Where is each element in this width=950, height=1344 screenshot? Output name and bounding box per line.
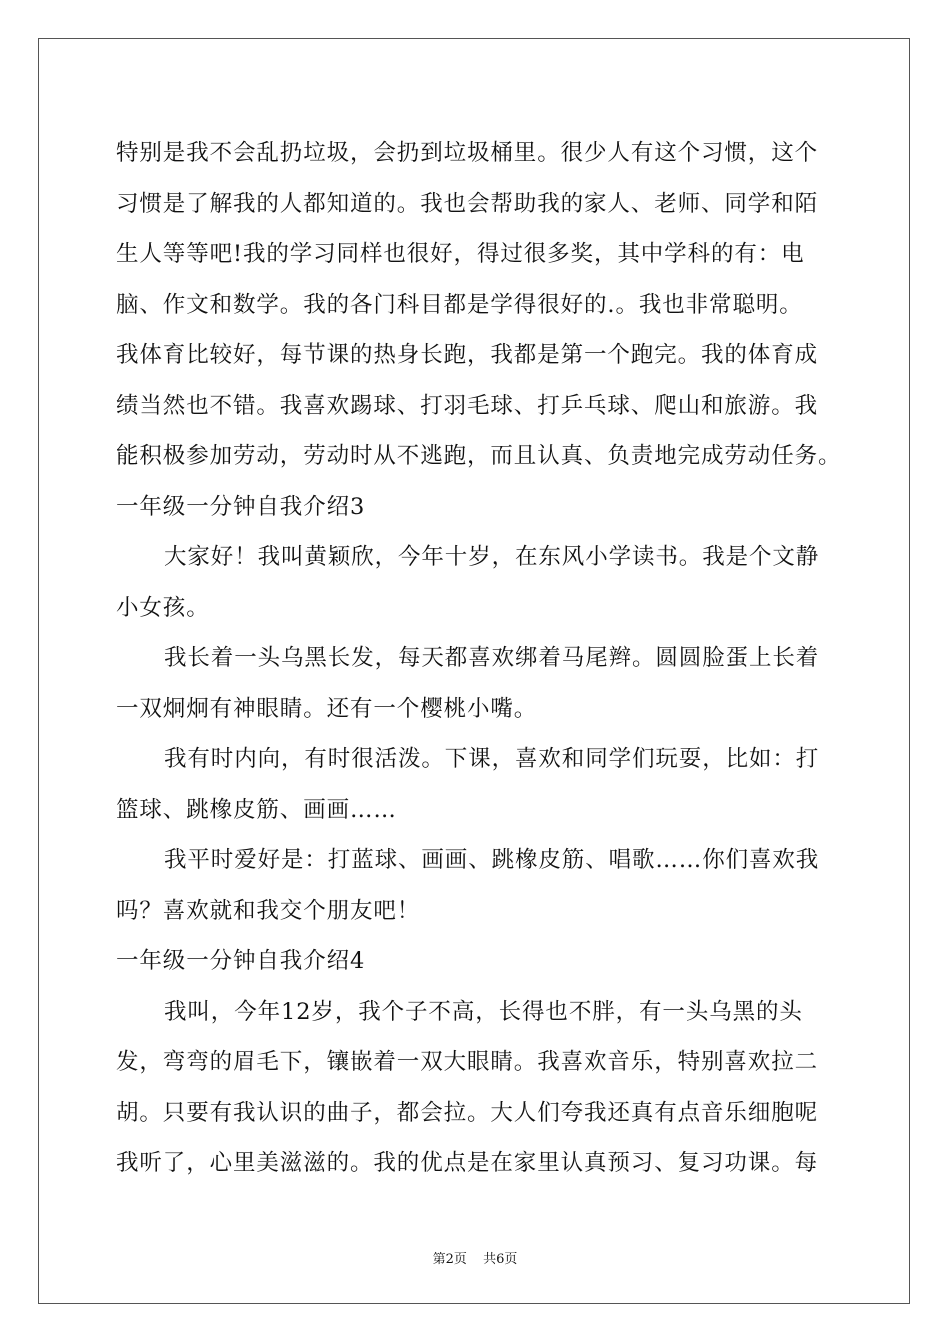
text-line-14: 篮球、跳橡皮筋、画画…… (116, 796, 397, 823)
text-line-6: 绩当然也不错。我喜欢踢球、打羽毛球、打乒乓球、爬山和旅游。我 (116, 392, 819, 419)
text-line-19: 发，弯弯的眉毛下，镶嵌着一双大眼睛。我喜欢音乐，特别喜欢拉二 (116, 1049, 819, 1075)
text-line-12: 一双炯炯有神眼睛。还有一个樱桃小嘴。 (116, 695, 538, 722)
document-body (116, 128, 848, 1189)
text-line-4: 脑、作文和数学。我的各门科目都是学得很好的.。我也非常聪明。 (116, 291, 803, 318)
page-footer (0, 1248, 950, 1267)
text-line-20: 胡。只要有我认识的曲子，都会拉。大人们夸我还真有点音乐细胞呢 (116, 1099, 819, 1126)
text-line-9: 大家好！我叫黄颖欣，今年十岁，在东风小学读书。我是个文静 (164, 544, 820, 570)
text-line-3: 生人等等吧!我的学习同样也很好，得过很多奖，其中学科的有：电 (116, 241, 805, 267)
text-line-21: 我听了，心里美滋滋的。我的优点是在家里认真预习、复习功课。每 (116, 1150, 819, 1176)
text-line-15: 我平时爱好是：打蓝球、画画、跳橡皮筋、唱歌……你们喜欢我 (164, 847, 820, 873)
text-line-2: 习惯是了解我的人都知道的。我也会帮助我的家人、老师、同学和陌 (116, 190, 819, 217)
page-number-current: 第2页 (432, 1252, 467, 1267)
text-line-18: 我叫，今年12岁，我个子不高，长得也不胖，有一头乌黑的头 (164, 998, 803, 1025)
page-number-total: 共6页 (483, 1252, 518, 1267)
text-line-13: 我有时内向，有时很活泼。下课，喜欢和同学们玩耍，比如：打 (164, 746, 820, 772)
text-line-16: 吗？喜欢就和我交个朋友吧！ (116, 897, 421, 924)
text-line-5: 我体育比较好，每节课的热身长跑，我都是第一个跑完。我的体育成 (116, 342, 819, 368)
section-heading-4: 一年级一分钟自我介绍4 (116, 948, 366, 974)
text-line-11: 我长着一头乌黑长发，每天都喜欢绑着马尾辫。圆圆脸蛋上长着 (164, 645, 820, 671)
text-line-7: 能积极参加劳动，劳动时从不逃跑，而且认真、负责地完成劳动任务。 (116, 443, 842, 469)
text-line-1: 特别是我不会乱扔垃圾，会扔到垃圾桶里。很少人有这个习惯，这个 (116, 140, 819, 166)
text-line-10: 小女孩。 (116, 594, 210, 621)
section-heading-3: 一年级一分钟自我介绍3 (116, 493, 366, 520)
